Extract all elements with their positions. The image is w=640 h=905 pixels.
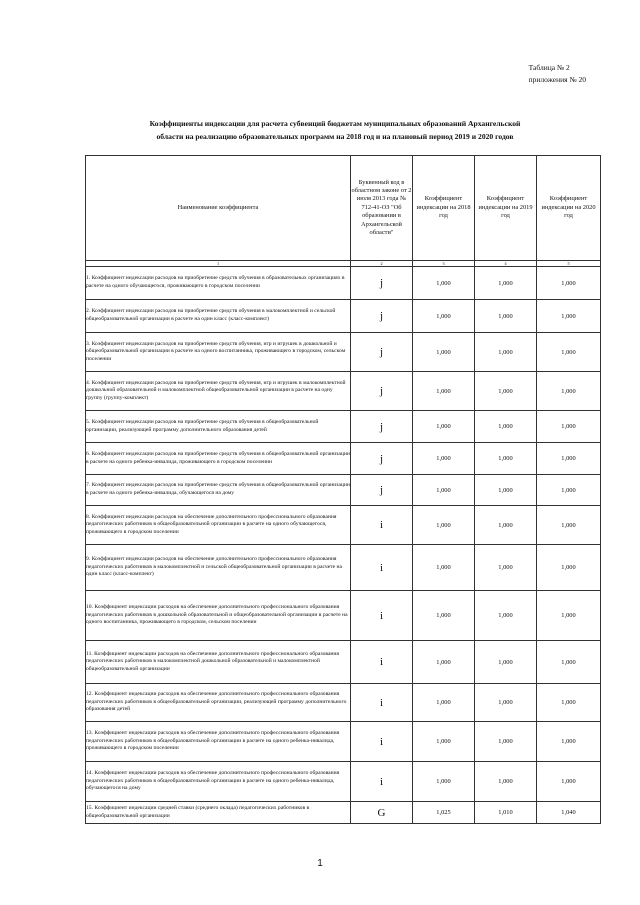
value-2018: 1,000 (413, 762, 475, 802)
table-row (86, 300, 601, 333)
value-2019: 1,000 (475, 300, 537, 333)
letter-code: j (351, 372, 413, 411)
table-reference (529, 62, 586, 86)
appendix-number-label: приложения № 20 (528, 75, 586, 84)
table-row (86, 411, 601, 443)
column-number: 3 (413, 261, 475, 267)
column-header-2020: Коэффициент индексации на 2020 год (537, 156, 601, 261)
table-body (86, 267, 601, 824)
value-2020: 1,000 (537, 641, 601, 684)
column-number: 5 (537, 261, 601, 267)
coefficient-name: 4. Коэффициент индексации расходов на приобретение средств обучения, игр и игрушек в малокомплектной дошкольной образовательной и малокомплектной общеобразовательной организации в расчете на одну группу (группу-комплект) (86, 372, 351, 411)
value-2018: 1,000 (413, 372, 475, 411)
coefficient-name: 8. Коэффициент индексации расходов на обеспечение дополнительного профессионального образования педагогических работников в общеобразовательной организации в расчете на одного обучающегося, проживающего в городском поселении (86, 506, 351, 545)
coefficient-name: 14. Коэффициент индексации расходов на обеспечение дополнительного профессионального образования педагогических работников в общеобразовательной организации в расчете на одного ребенка-инвалида, обучающегося на дому (86, 762, 351, 802)
coefficient-name: 1. Коэффициент индексации расходов на приобретение средств обучения в образовательных организациях в расчете на одного обучающегося, проживающего в городском поселении (86, 267, 351, 300)
letter-code: i (351, 506, 413, 545)
value-2018: 1,025 (413, 802, 475, 824)
value-2018: 1,000 (413, 684, 475, 722)
value-2019: 1,000 (475, 762, 537, 802)
letter-code: j (351, 333, 413, 372)
value-2020: 1,000 (537, 333, 601, 372)
value-2019: 1,000 (475, 641, 537, 684)
value-2018: 1,000 (413, 641, 475, 684)
letter-code: i (351, 641, 413, 684)
value-2020: 1,000 (537, 591, 601, 641)
table-row (86, 506, 601, 545)
value-2018: 1,000 (413, 722, 475, 762)
letter-code: i (351, 684, 413, 722)
coefficient-name: 2. Коэффициент индексации расходов на приобретение средств обучения в малокомплектной и сельской общеобразовательной организации в расчете на один класс (класс-комплект) (86, 300, 351, 333)
column-header-letter-code: Буквенный код в областном законе от 2 июля 2013 года № 712-41-ОЗ "Об образовании в Архангельской области" (351, 156, 413, 261)
coefficient-name: 7. Коэффициент индексации расходов на приобретение средств обучения в общеобразовательной организации в расчете на одного ребенка-инвалида, обучающегося на дому (86, 475, 351, 506)
value-2020: 1,000 (537, 300, 601, 333)
page-number: 1 (317, 858, 323, 869)
value-2020: 1,000 (537, 475, 601, 506)
table-row (86, 443, 601, 475)
column-header-name: Наименование коэффициента (86, 156, 351, 261)
letter-code: j (351, 300, 413, 333)
value-2019: 1,000 (475, 333, 537, 372)
title-line-2: области на реализацию образовательных программ на 2018 год и на плановый период 2019 и 2020 годов (156, 132, 514, 141)
coefficient-name: 11. Коэффициент индексации расходов на обеспечение дополнительного профессионального образования педагогических работников в малокомплектной дошкольной образовательной и малокомплектной общеобразовательной организации (86, 641, 351, 684)
value-2018: 1,000 (413, 267, 475, 300)
value-2018: 1,000 (413, 411, 475, 443)
document-title (70, 117, 600, 143)
value-2020: 1,000 (537, 443, 601, 475)
value-2020: 1,000 (537, 506, 601, 545)
table-row (86, 722, 601, 762)
value-2018: 1,000 (413, 475, 475, 506)
value-2020: 1,000 (537, 722, 601, 762)
value-2019: 1,000 (475, 372, 537, 411)
letter-code: j (351, 411, 413, 443)
value-2019: 1,000 (475, 411, 537, 443)
value-2020: 1,000 (537, 762, 601, 802)
coefficient-name: 6. Коэффициент индексации расходов на приобретение средств обучения в общеобразовательной организации в расчете на одного ребенка-инвалида, проживающего в городском поселении (86, 443, 351, 475)
table-row (86, 475, 601, 506)
table-row (86, 372, 601, 411)
table-row (86, 762, 601, 802)
value-2019: 1,000 (475, 506, 537, 545)
value-2020: 1,000 (537, 545, 601, 591)
coefficient-name: 3. Коэффициент индексации расходов на приобретение средств обучения, игр и игрушек в дошкольной и общеобразовательной организации в расчете на одного воспитанника, проживающего в городском, сельском поселении (86, 333, 351, 372)
coefficients-table (85, 155, 601, 824)
value-2020: 1,000 (537, 267, 601, 300)
coefficient-name: 5. Коэффициент индексации расходов на приобретение средств обучения в общеобразовательной организации, реализующей программу дополнительного образования детей (86, 411, 351, 443)
letter-code: j (351, 475, 413, 506)
table-row (86, 267, 601, 300)
letter-code: i (351, 762, 413, 802)
coefficient-name: 15. Коэффициент индексации средней ставки (среднего оклада) педагогических работников в общеобразовательной организации (86, 802, 351, 824)
value-2020: 1,000 (537, 411, 601, 443)
value-2019: 1,000 (475, 722, 537, 762)
table-row (86, 545, 601, 591)
coefficient-name: 12. Коэффициент индексации расходов на обеспечение дополнительного профессионального образования педагогических работников в общеобразовательной организации, реализующей программу дополнительного образования детей (86, 684, 351, 722)
letter-code: j (351, 443, 413, 475)
table-number-label: Таблица № 2 (528, 63, 570, 72)
value-2019: 1,000 (475, 684, 537, 722)
title-line-1: Коэффициенты индексации для расчета субвенций бюджетам муниципальных образований Архангельской (149, 119, 521, 128)
value-2018: 1,000 (413, 300, 475, 333)
value-2020: 1,000 (537, 372, 601, 411)
value-2019: 1,010 (475, 802, 537, 824)
column-number: 4 (475, 261, 537, 267)
value-2019: 1,000 (475, 591, 537, 641)
value-2018: 1,000 (413, 545, 475, 591)
value-2018: 1,000 (413, 333, 475, 372)
letter-code: i (351, 591, 413, 641)
table-row (86, 591, 601, 641)
table-row (86, 802, 601, 824)
column-header-2019: Коэффициент индексации на 2019 год (475, 156, 537, 261)
coefficient-name: 9. Коэффициент индексации расходов на обеспечение дополнительного профессионального образования педагогических работников в малокомплектной и сельской общеобразовательной организации в расчете на один класс (класс-комплект) (86, 545, 351, 591)
value-2019: 1,000 (475, 267, 537, 300)
letter-code: G (351, 802, 413, 824)
value-2019: 1,000 (475, 545, 537, 591)
coefficient-name: 10. Коэффициент индексации расходов на обеспечение дополнительного профессионального образования педагогических работников в дошкольной образовательной и общеобразовательной организации в расчете на одного воспитанника, проживающего в городском, сельском поселении (86, 591, 351, 641)
column-header-2018: Коэффициент индексации на 2018 год (413, 156, 475, 261)
table-row (86, 641, 601, 684)
letter-code: j (351, 267, 413, 300)
column-number: 1 (86, 261, 351, 267)
table-header-row (86, 156, 601, 261)
coefficient-name: 13. Коэффициент индексации расходов на обеспечение дополнительного профессионального образования педагогических работников в общеобразовательной организации в расчете на одного ребенка-инвалида, проживающего в городском поселении (86, 722, 351, 762)
letter-code: i (351, 722, 413, 762)
table-row (86, 684, 601, 722)
value-2019: 1,000 (475, 475, 537, 506)
value-2018: 1,000 (413, 443, 475, 475)
value-2020: 1,040 (537, 802, 601, 824)
value-2020: 1,000 (537, 684, 601, 722)
column-number: 2 (351, 261, 413, 267)
value-2019: 1,000 (475, 443, 537, 475)
letter-code: i (351, 545, 413, 591)
table-row (86, 333, 601, 372)
value-2018: 1,000 (413, 591, 475, 641)
value-2018: 1,000 (413, 506, 475, 545)
